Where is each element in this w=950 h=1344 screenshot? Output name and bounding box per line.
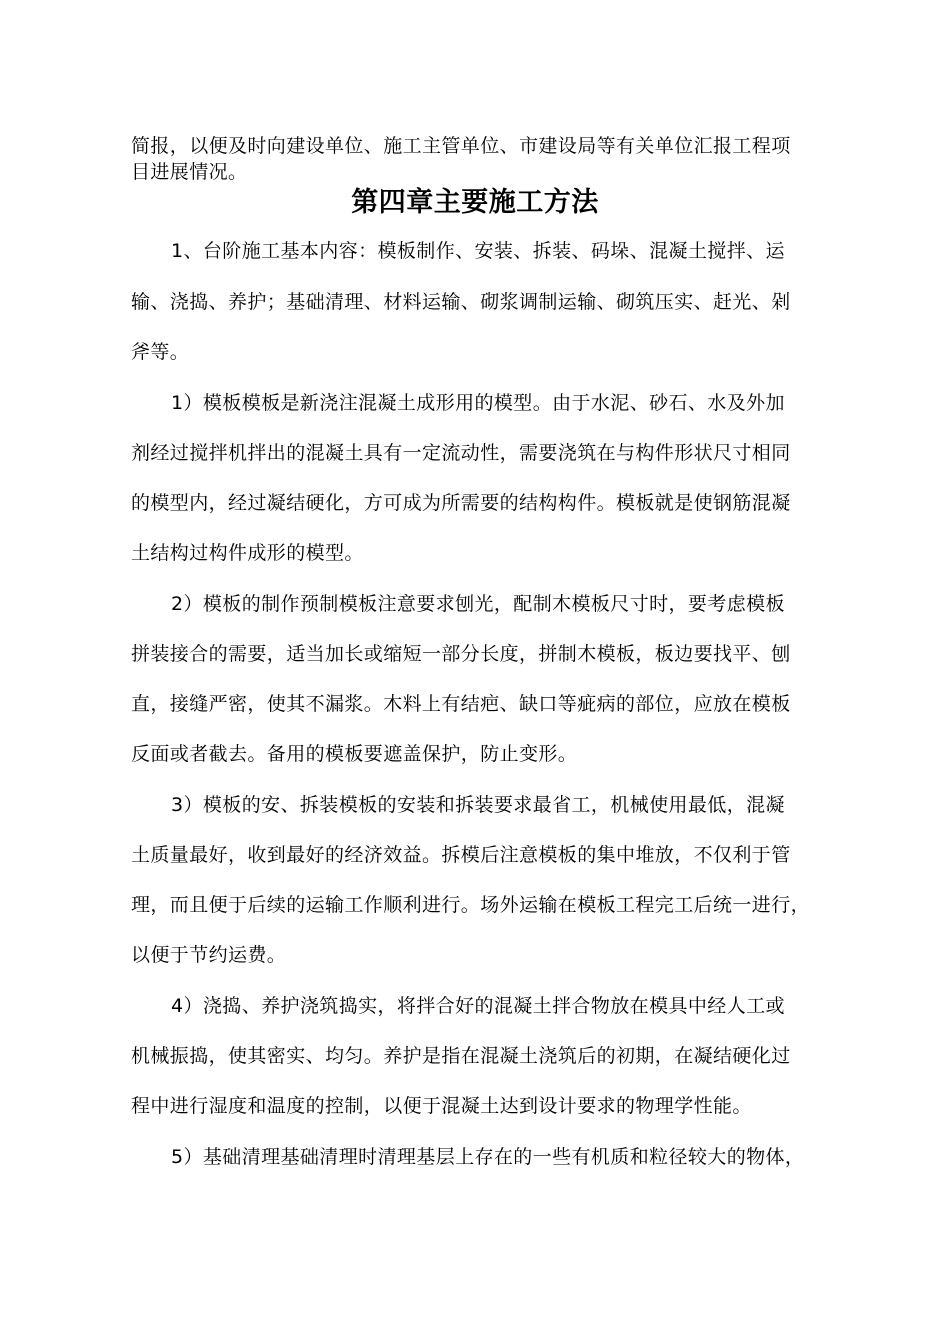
intro-line-2: 目进展情况。 <box>131 161 248 183</box>
paragraph-5-line-1: 4）浇捣、养护浇筑捣实，将拌合好的混凝土拌合物放在模具中经人工或 <box>171 995 785 1017</box>
paragraph-4-line-3: 理，而且便于后续的运输工作顺利进行。场外运输在模板工程完工后统一进行， <box>131 894 811 916</box>
paragraph-3-line-4: 反面或者截去。备用的模板要遮盖保护，防止变形。 <box>131 743 578 765</box>
paragraph-2-line-4: 土结构过构件成形的模型。 <box>131 542 364 564</box>
paragraph-3-line-3: 直，接缝严密，使其不漏浆。木料上有结疤、缺口等疵病的部位，应放在模板 <box>131 693 791 715</box>
paragraph-1-line-1: 1、台阶施工基本内容：模板制作、安装、拆装、码垛、混凝土搅拌、运 <box>171 240 785 262</box>
paragraph-5-line-2: 机械振捣，使其密实、均匀。养护是指在混凝土浇筑后的初期，在凝结硬化过 <box>131 1045 791 1067</box>
paragraph-5-line-3: 程中进行湿度和温度的控制，以便于混凝土达到设计要求的物理学性能。 <box>131 1095 752 1117</box>
paragraph-1-line-3: 斧等。 <box>131 341 190 363</box>
chapter-heading: 第四章主要施工方法 <box>351 187 599 218</box>
paragraph-6-line-1: 5）基础清理基础清理时清理基层上存在的一些有机质和粒径较大的物体， <box>171 1146 805 1168</box>
paragraph-2-line-3: 的模型内，经过凝结硬化，方可成为所需要的结构构件。模板就是使钢筋混凝 <box>131 492 791 514</box>
paragraph-3-line-1: 2）模板的制作预制模板注意要求刨光，配制木模板尺寸时，要考虑模板 <box>171 593 785 615</box>
paragraph-1-line-2: 输、浇捣、养护；基础清理、材料运输、砌浆调制运输、砌筑压实、赶光、剁 <box>131 291 791 313</box>
paragraph-4-line-2: 土质量最好，收到最好的经济效益。拆模后注意模板的集中堆放，不仅利于管 <box>131 844 791 866</box>
paragraph-4-line-4: 以便于节约运费。 <box>131 944 287 966</box>
intro-line-1: 简报，以便及时向建设单位、施工主管单位、市建设局等有关单位汇报工程项 <box>131 135 791 157</box>
paragraph-2-line-1: 1）模板模板是新浇注混凝土成形用的模型。由于水泥、砂石、水及外加 <box>171 392 785 414</box>
paragraph-3-line-2: 拼装接合的需要，适当加长或缩短一部分长度，拼制木模板，板边要找平、刨 <box>131 643 791 665</box>
paragraph-4-line-1: 3）模板的安、拆装模板的安装和拆装要求最省工，机械使用最低，混凝 <box>171 794 785 816</box>
paragraph-2-line-2: 剂经过搅拌机拌出的混凝土具有一定流动性，需要浇筑在与构件形状尺寸相同 <box>131 442 791 464</box>
